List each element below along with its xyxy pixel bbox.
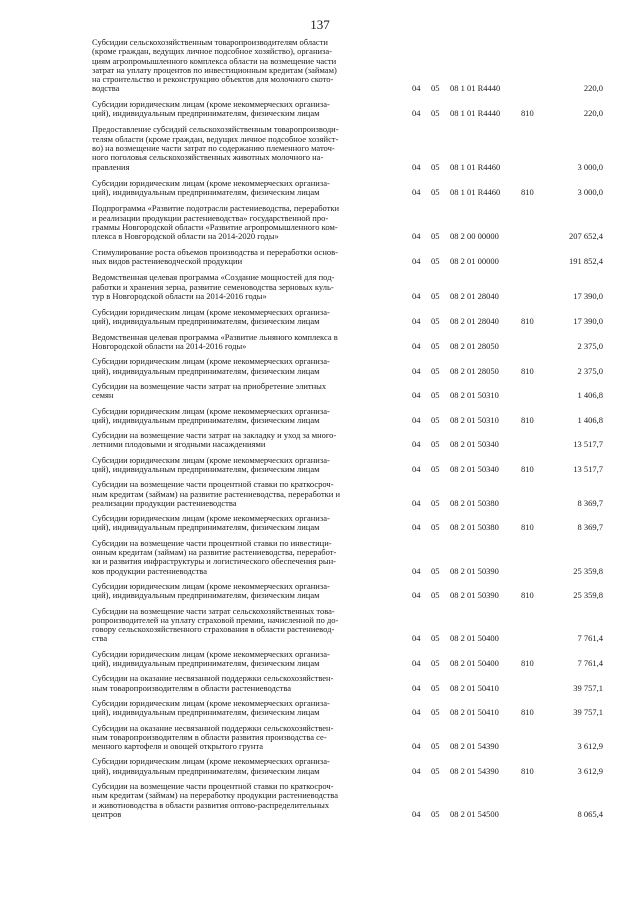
row-expense-kind-code: 810: [521, 658, 534, 669]
row-expense-kind-code: 810: [521, 316, 534, 327]
table-row: [0, 100, 640, 119]
table-row: [0, 674, 640, 693]
row-chapter-code: 04: [412, 439, 421, 450]
row-description: Ведомственная целевая программа «Создание мощностей для под- работки и хранения зерна, развитие семеноводства зерновых куль- тур в Новгородской области на 2014-2016 годы»: [92, 272, 335, 301]
row-chapter-code: 04: [412, 741, 421, 752]
row-description: Ведомственная целевая программа «Развитие льняного комплекса в Новгородской области на 2014-2016 годы»: [92, 331, 338, 352]
row-section-code: 05: [431, 522, 440, 533]
row-description: Субсидии юридическим лицам (кроме некоммерческих организа- ций), индивидуальным предпринимателям, физическим лицам: [92, 454, 330, 474]
row-section-code: 05: [431, 707, 440, 718]
table-row: [0, 38, 640, 94]
row-amount: 8 369,7: [577, 497, 603, 508]
row-description: Субсидии юридическим лицам (кроме некоммерческих организа- ций), индивидуальным предпринимателям, физическим лицам: [92, 697, 330, 718]
row-section-code: 05: [431, 741, 440, 752]
row-expense-kind-code: 810: [521, 414, 534, 425]
row-chapter-code: 04: [412, 682, 421, 693]
row-description: Субсидии юридическим лицам (кроме некоммерческих организа- ций), индивидуальным предпринимателям, физическим лицам: [92, 177, 330, 198]
row-amount: 207 652,4: [569, 231, 603, 242]
row-chapter-code: 04: [412, 316, 421, 327]
row-description: Субсидии на оказание несвязанной поддержки сельскохозяйствен- ным товаропроизводителям в области растениеводства: [92, 673, 334, 693]
row-section-code: 05: [431, 658, 440, 669]
row-section-code: 05: [431, 255, 440, 266]
row-amount: 13 517,7: [573, 463, 603, 474]
table-row: [0, 539, 640, 576]
row-description: Субсидии на возмещение части затрат на приобретение элитных семян: [92, 380, 327, 401]
row-amount: 39 757,1: [573, 707, 603, 718]
row-target-code: 08 2 01 50400: [450, 633, 499, 644]
row-expense-kind-code: 810: [521, 365, 534, 376]
row-target-code: 08 2 01 50390: [450, 565, 499, 576]
row-target-code: 08 2 01 50310: [450, 414, 499, 425]
table-row: [0, 650, 640, 669]
row-section-code: 05: [431, 108, 440, 119]
row-chapter-code: 04: [412, 565, 421, 576]
table-row: [0, 607, 640, 644]
row-expense-kind-code: 810: [521, 522, 534, 533]
row-target-code: 08 2 01 50380: [450, 497, 499, 508]
row-target-code: 08 1 01 R4460: [450, 161, 501, 172]
row-amount: 8 065,4: [577, 808, 603, 819]
row-description: Субсидии юридическим лицам (кроме некоммерческих организа- ций), индивидуальным предпринимателям, физическим лицам: [92, 307, 330, 327]
budget-table: [0, 38, 640, 819]
row-amount: 220,0: [583, 83, 603, 94]
row-section-code: 05: [431, 565, 440, 576]
row-description: Подпрограмма «Развитие подотрасли растениеводства, переработки и реализации продукции растениеводства» государственной про- граммы Новгородской области «Развитие агропромышленного ком- плекса в Новгородской области на 2014-2020 годы»: [92, 203, 340, 242]
row-amount: 17 390,0: [573, 316, 603, 327]
row-chapter-code: 04: [412, 633, 421, 644]
table-row: [0, 582, 640, 601]
row-section-code: 05: [431, 590, 440, 601]
row-chapter-code: 04: [412, 231, 421, 242]
row-amount: 3 000,0: [577, 187, 603, 198]
row-section-code: 05: [431, 765, 440, 776]
row-target-code: 08 2 01 50390: [450, 590, 499, 601]
table-row: [0, 125, 640, 171]
row-target-code: 08 2 01 50380: [450, 522, 499, 533]
table-row: [0, 480, 640, 508]
table-row: [0, 757, 640, 776]
row-target-code: 08 2 01 28050: [450, 365, 499, 376]
table-row: [0, 382, 640, 401]
table-row: [0, 204, 640, 241]
row-description: Субсидии юридическим лицам (кроме некоммерческих организа- ций), индивидуальным предпринимателям, физическим лицам: [92, 405, 330, 425]
row-amount: 8 369,7: [577, 522, 603, 533]
row-amount: 191 852,4: [569, 255, 603, 266]
row-amount: 25 359,8: [573, 590, 603, 601]
row-chapter-code: 04: [412, 808, 421, 819]
row-chapter-code: 04: [412, 522, 421, 533]
row-section-code: 05: [431, 365, 440, 376]
row-target-code: 08 2 01 54390: [450, 741, 499, 752]
row-target-code: 08 2 01 28050: [450, 341, 499, 352]
row-amount: 39 757,1: [573, 682, 603, 693]
row-target-code: 08 2 00 00000: [450, 231, 499, 242]
row-section-code: 05: [431, 390, 440, 401]
row-chapter-code: 04: [412, 161, 421, 172]
row-amount: 7 761,4: [577, 633, 603, 644]
row-chapter-code: 04: [412, 255, 421, 266]
row-section-code: 05: [431, 316, 440, 327]
row-amount: 2 375,0: [577, 341, 603, 352]
row-section-code: 05: [431, 231, 440, 242]
row-description: Субсидии юридическим лицам (кроме некоммерческих организа- ций), индивидуальным предпринимателям, физическим лицам: [92, 648, 330, 669]
row-target-code: 08 1 01 R4440: [450, 83, 501, 94]
row-amount: 17 390,0: [573, 290, 603, 301]
row-amount: 2 375,0: [577, 365, 603, 376]
row-target-code: 08 1 01 R4440: [450, 108, 501, 119]
row-target-code: 08 1 01 R4460: [450, 187, 501, 198]
row-section-code: 05: [431, 463, 440, 474]
row-amount: 1 406,8: [577, 390, 603, 401]
row-target-code: 08 2 01 00000: [450, 255, 499, 266]
row-amount: 220,0: [583, 108, 603, 119]
row-description: Субсидии на оказание несвязанной поддержки сельскохозяйствен- ным товаропроизводителям в области развития производства се- менного картофеля и овощей открытого грунта: [92, 722, 334, 752]
row-expense-kind-code: 810: [521, 765, 534, 776]
row-chapter-code: 04: [412, 290, 421, 301]
page-number: 137: [310, 17, 330, 32]
table-row: [0, 333, 640, 352]
row-expense-kind-code: 810: [521, 108, 534, 119]
row-amount: 3 000,0: [577, 161, 603, 172]
row-description: Субсидии на возмещение части затрат на закладку и уход за много- летними плодовыми и ягодными насаждениями: [92, 430, 337, 450]
row-description: Стимулирование роста объемов производства и переработки основ- ных видов растениеводческой продукции: [92, 246, 338, 266]
row-section-code: 05: [431, 414, 440, 425]
row-section-code: 05: [431, 633, 440, 644]
row-description: Субсидии юридическим лицам (кроме некоммерческих организа- ций), индивидуальным предпринимателям, физическим лицам: [92, 513, 330, 533]
row-target-code: 08 2 01 50340: [450, 439, 499, 450]
row-amount: 7 761,4: [577, 658, 603, 669]
row-chapter-code: 04: [412, 187, 421, 198]
row-chapter-code: 04: [412, 497, 421, 508]
row-description: Субсидии на возмещение части затрат сельскохозяйственных това- ропроизводителей на уплату страховой премии, начисленной по до- говору сельскохозяйственного страхования в области растениевод- ства: [92, 605, 339, 644]
table-row: [0, 308, 640, 327]
row-chapter-code: 04: [412, 590, 421, 601]
row-section-code: 05: [431, 497, 440, 508]
row-chapter-code: 04: [412, 390, 421, 401]
row-section-code: 05: [431, 187, 440, 198]
row-chapter-code: 04: [412, 463, 421, 474]
row-target-code: 08 2 01 50410: [450, 707, 499, 718]
row-expense-kind-code: 810: [521, 590, 534, 601]
row-amount: 3 612,9: [577, 765, 603, 776]
row-description: Субсидии юридическим лицам (кроме некоммерческих организа- ций), индивидуальным предпринимателям, физическим лицам: [92, 356, 330, 376]
row-chapter-code: 04: [412, 341, 421, 352]
table-row: [0, 179, 640, 198]
row-amount: 1 406,8: [577, 414, 603, 425]
row-description: Субсидии на возмещение части процентной ставки по краткосроч- ным кредитам (займам) на переработку продукции растениеводства и животноводства в области развития оптово-распределительных центров: [92, 781, 338, 819]
row-amount: 25 359,8: [573, 565, 603, 576]
table-row: [0, 357, 640, 376]
table-row: [0, 782, 640, 819]
row-description: Субсидии на возмещение части процентной ставки по инвестици- онным кредитам (займам) на развитие растениеводства, переработ- ки и развития инфраструктуры и логистического обеспечения рын- ков продукции растениеводства: [92, 537, 337, 576]
row-chapter-code: 04: [412, 108, 421, 119]
row-section-code: 05: [431, 439, 440, 450]
table-row: [0, 248, 640, 267]
row-expense-kind-code: 810: [521, 187, 534, 198]
row-description: Субсидии на возмещение части процентной ставки по краткосроч- ным кредитам (займам) на развитие растениеводства, переработки и реализации продукции растениеводства: [92, 479, 341, 508]
table-row: [0, 514, 640, 533]
table-row: [0, 407, 640, 426]
row-chapter-code: 04: [412, 765, 421, 776]
row-section-code: 05: [431, 341, 440, 352]
row-section-code: 05: [431, 808, 440, 819]
row-target-code: 08 2 01 54390: [450, 765, 499, 776]
row-target-code: 08 2 01 50340: [450, 463, 499, 474]
row-section-code: 05: [431, 161, 440, 172]
row-target-code: 08 2 01 50400: [450, 658, 499, 669]
row-chapter-code: 04: [412, 414, 421, 425]
table-row: [0, 431, 640, 450]
row-description: Субсидии юридическим лицам (кроме некоммерческих организа- ций), индивидуальным предпринимателям, физическим лицам: [92, 580, 330, 601]
row-expense-kind-code: 810: [521, 707, 534, 718]
table-row: [0, 699, 640, 718]
row-amount: 3 612,9: [577, 741, 603, 752]
row-section-code: 05: [431, 290, 440, 301]
row-amount: 13 517,7: [573, 439, 603, 450]
table-row: [0, 456, 640, 475]
table-row: [0, 273, 640, 301]
row-target-code: 08 2 01 50310: [450, 390, 499, 401]
row-description: Субсидии сельскохозяйственным товаропроизводителям области (кроме граждан, ведущих личное подсобное хозяйство), организа- циям агропромышленного комплекса области на возмещение части затрат на уплату процентов по инвестиционным кредитам (займам) на строительство и реконструкцию объектов для молочного ското- водства: [92, 37, 337, 94]
row-target-code: 08 2 01 28040: [450, 316, 499, 327]
row-chapter-code: 04: [412, 83, 421, 94]
row-description: Субсидии юридическим лицам (кроме некоммерческих организа- ций), индивидуальным предпринимателям, физическим лицам: [92, 756, 330, 776]
row-description: Предоставление субсидий сельскохозяйственным товаропроизводи- телям области (кроме граждан, ведущих личное подсобное хозяйст- во) на возмещение части затрат по содержанию племенного маточ- ного поголовья сельскохозяйственных животных молочного на- правления: [92, 124, 339, 172]
table-row: [0, 724, 640, 752]
row-chapter-code: 04: [412, 365, 421, 376]
row-expense-kind-code: 810: [521, 463, 534, 474]
row-chapter-code: 04: [412, 707, 421, 718]
row-section-code: 05: [431, 682, 440, 693]
row-target-code: 08 2 01 54500: [450, 808, 499, 819]
row-section-code: 05: [431, 83, 440, 94]
row-target-code: 08 2 01 28040: [450, 290, 499, 301]
row-target-code: 08 2 01 50410: [450, 682, 499, 693]
row-description: Субсидии юридическим лицам (кроме некоммерческих организа- ций), индивидуальным предпринимателям, физическим лицам: [92, 98, 330, 119]
row-chapter-code: 04: [412, 658, 421, 669]
